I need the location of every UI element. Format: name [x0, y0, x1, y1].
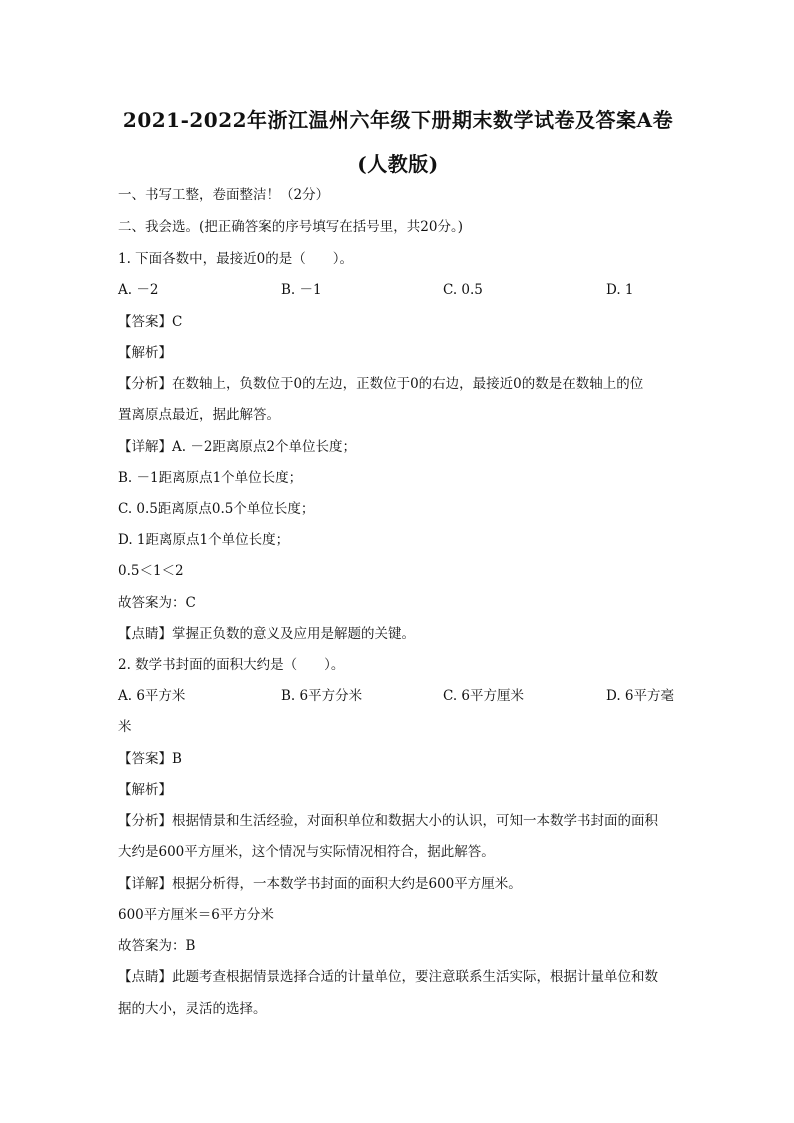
question-1-comparison: 0.5＜1＜2	[118, 563, 184, 579]
question-2-option-a: A. 6平方米	[118, 688, 186, 704]
question-2-analysis-label: 【解析】	[118, 782, 172, 798]
question-1-comment: 【点睛】掌握正负数的意义及应用是解题的关键。	[118, 626, 415, 642]
question-2-option-c: C. 6平方厘米	[443, 688, 525, 704]
question-2-analysis-line-2: 大约是600平方厘米，这个情况与实际情况相符合，据此解答。	[118, 844, 495, 860]
question-1-detail-b: B. －1距离原点1个单位长度；	[118, 470, 303, 486]
question-1-option-b: B. －1	[281, 282, 322, 298]
question-2-detail: 【详解】根据分析得，一本数学书封面的面积大约是600平方厘米。	[118, 876, 522, 892]
question-2-comment-line-2: 据的大小，灵活的选择。	[118, 1001, 267, 1017]
question-1-answer: 【答案】C	[118, 314, 183, 330]
question-1-analysis-line-1: 【分析】在数轴上，负数位于0的左边，正数位于0的右边，最接近0的数是在数轴上的位	[118, 376, 644, 392]
question-1-conclusion: 故答案为：C	[118, 595, 196, 611]
question-1-option-d: D. 1	[606, 282, 634, 298]
question-2-stem: 2. 数学书封面的面积大约是（ ）。	[118, 657, 345, 673]
question-2-comment-line-1: 【点睛】此题考查根据情景选择合适的计量单位，要注意联系生活实际，根据计量单位和数	[118, 969, 658, 985]
question-2-conclusion: 故答案为：B	[118, 938, 196, 954]
question-1-analysis-line-2: 置离原点最近，据此解答。	[118, 407, 280, 423]
question-2-option-d: D. 6平方毫	[606, 688, 675, 704]
question-1-detail-c: C. 0.5距离原点0.5个单位长度；	[118, 501, 315, 517]
question-2-analysis-line-1: 【分析】根据情景和生活经验，对面积单位和数据大小的认识，可知一本数学书封面的面积	[118, 813, 658, 829]
question-1-stem: 1. 下面各数中，最接近0的是（ ）。	[118, 251, 354, 267]
question-1-option-c: C. 0.5	[443, 282, 483, 298]
question-2-answer: 【答案】B	[118, 751, 182, 767]
section-two-heading: 二、我会选。(把正确答案的序号填写在括号里，共20分。)	[118, 219, 463, 235]
question-1-option-a: A. －2	[118, 282, 159, 298]
document-title: 2021-2022年浙江温州六年级下册期末数学试卷及答案A卷	[122, 108, 674, 132]
question-1-detail-d: D. 1距离原点1个单位长度；	[118, 532, 290, 548]
question-2-option-d-wrap: 米	[118, 719, 132, 735]
question-2-conversion: 600平方厘米＝6平方分米	[118, 907, 274, 923]
question-1-detail-a: 【详解】A. －2距离原点2个单位长度；	[118, 439, 357, 455]
question-1-analysis-label: 【解析】	[118, 345, 172, 361]
document-subtitle: (人教版)	[357, 152, 439, 176]
question-2-option-b: B. 6平方分米	[281, 688, 363, 704]
section-one-heading: 一、书写工整，卷面整洁！（2分）	[118, 187, 330, 203]
